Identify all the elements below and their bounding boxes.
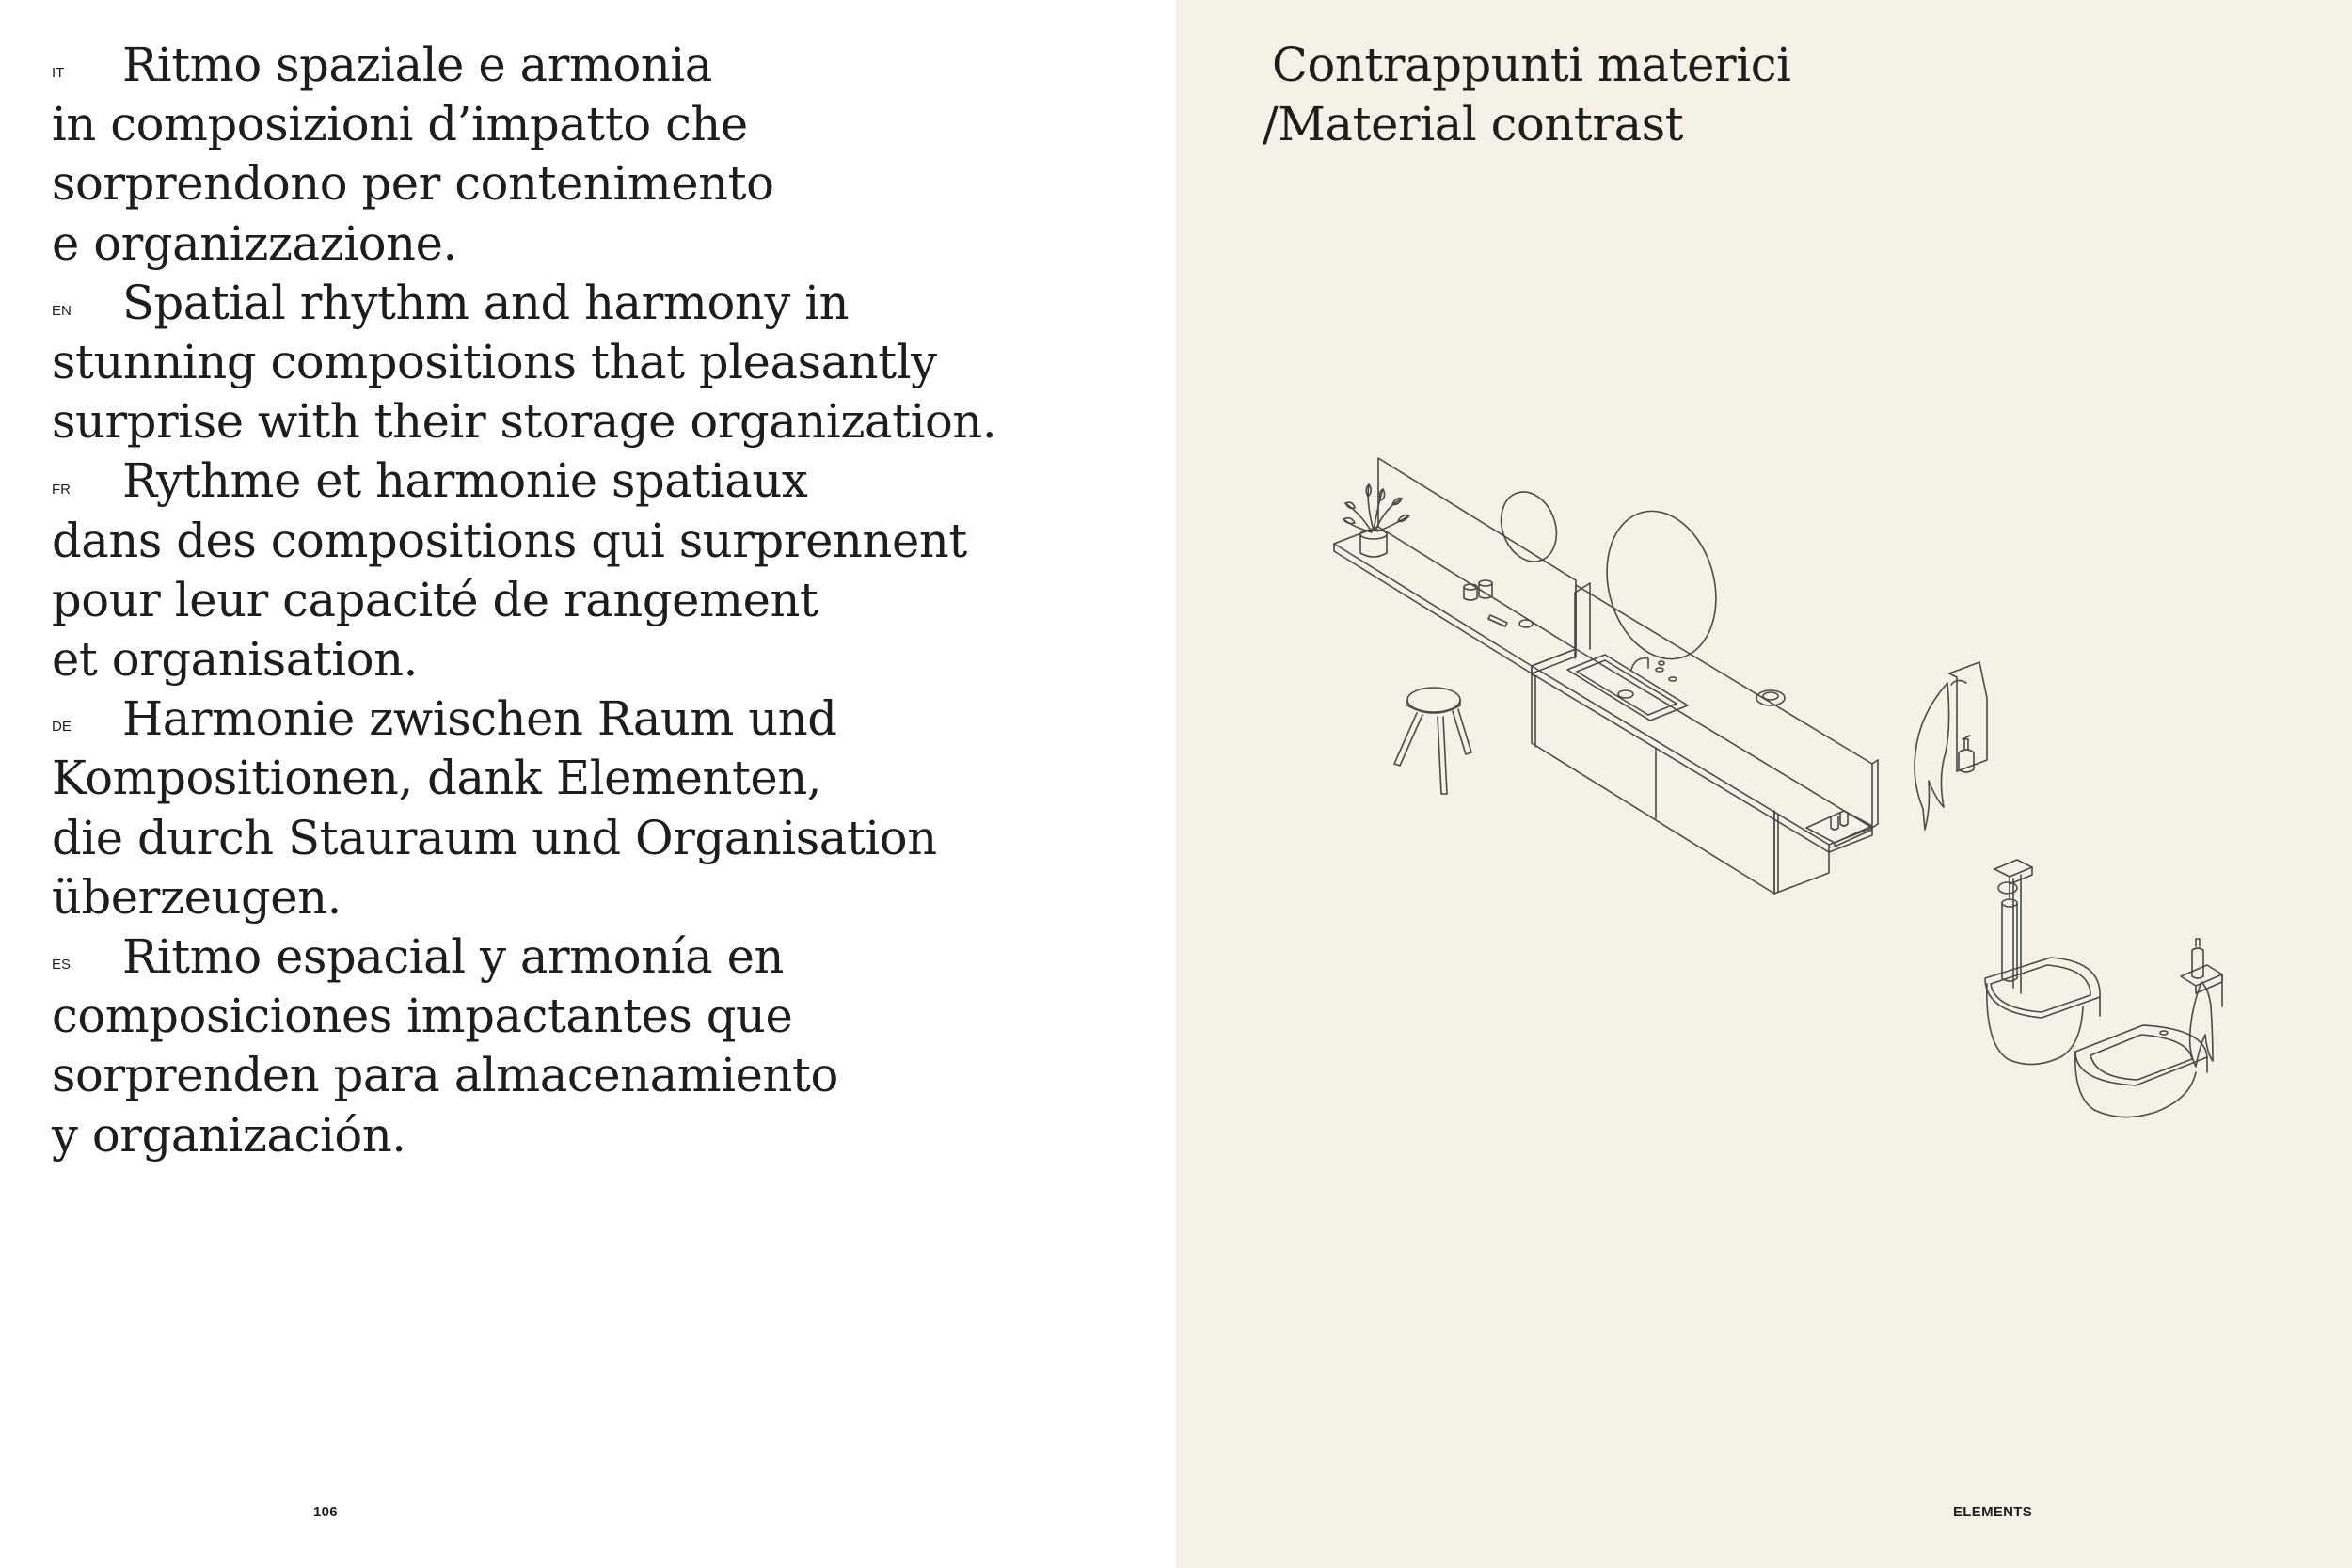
page-number: 106 <box>313 1504 338 1520</box>
lang-code-es: ES <box>52 957 72 974</box>
intro-line: in composizioni d’impatto che <box>52 97 748 152</box>
intro-line: Rythme et harmonie spatiaux <box>122 453 808 509</box>
heading-italian: Contrappunti materici <box>1272 38 1791 92</box>
intro-line: composiciones impactantes que <box>52 989 793 1044</box>
multilingual-intro <box>52 36 1134 1165</box>
shelf-jars <box>1464 580 1533 627</box>
vanity-cabinet <box>1532 673 1829 894</box>
intro-line: dans des compositions qui surprennent <box>52 513 967 568</box>
towel-holder <box>1915 662 1987 830</box>
intro-line: surprise with their storage organization. <box>52 394 997 450</box>
lang-code-en: EN <box>52 303 72 320</box>
intro-line: Ritmo espacial y armonía en <box>122 929 784 985</box>
heading-english: /Material contrast <box>1263 97 1684 152</box>
lang-code-it: IT <box>52 65 65 82</box>
paragraph-de <box>52 689 1134 927</box>
lang-code-fr: FR <box>52 481 71 498</box>
intro-line: überzeugen. <box>52 869 342 925</box>
bathroom-isometric-illustration <box>1317 442 2239 1138</box>
small-round-mirror <box>1492 484 1566 570</box>
intro-line: Kompositionen, dank Elementen, <box>52 751 822 806</box>
vanity-countertop <box>1532 583 1878 852</box>
paragraph-en <box>52 274 1134 452</box>
intro-line: e organizzazione. <box>52 215 457 271</box>
intro-line: Harmonie zwischen Raum und <box>122 691 837 747</box>
side-shelf <box>1806 811 1872 847</box>
hand-towel-shelf <box>2181 939 2222 1067</box>
intro-line: sorprenden para almacenamiento <box>52 1048 838 1103</box>
intro-line: stunning compositions that pleasantly <box>52 335 937 390</box>
sink-basin <box>1567 655 1688 721</box>
intro-line: die durch Stauraum und Organisation <box>52 810 937 865</box>
stool <box>1394 688 1471 794</box>
paragraph-it <box>52 36 1134 274</box>
paragraph-es <box>52 927 1134 1165</box>
oval-mirror <box>1591 499 1732 672</box>
bidet <box>2075 1025 2207 1117</box>
intro-line: Ritmo spaziale e armonia <box>122 38 712 92</box>
intro-line: et organisation. <box>52 632 418 688</box>
section-label: ELEMENTS <box>1953 1504 2033 1520</box>
section-heading <box>1263 36 1791 154</box>
paragraph-fr <box>52 451 1134 689</box>
intro-line: sorprendono per contenimento <box>52 156 774 212</box>
intro-line: Spatial rhythm and harmony in <box>122 275 850 330</box>
intro-line: y organización. <box>52 1107 406 1163</box>
lang-code-de: DE <box>52 719 72 736</box>
potted-plant <box>1343 484 1409 557</box>
intro-line: pour leur capacité de rangement <box>52 572 818 627</box>
